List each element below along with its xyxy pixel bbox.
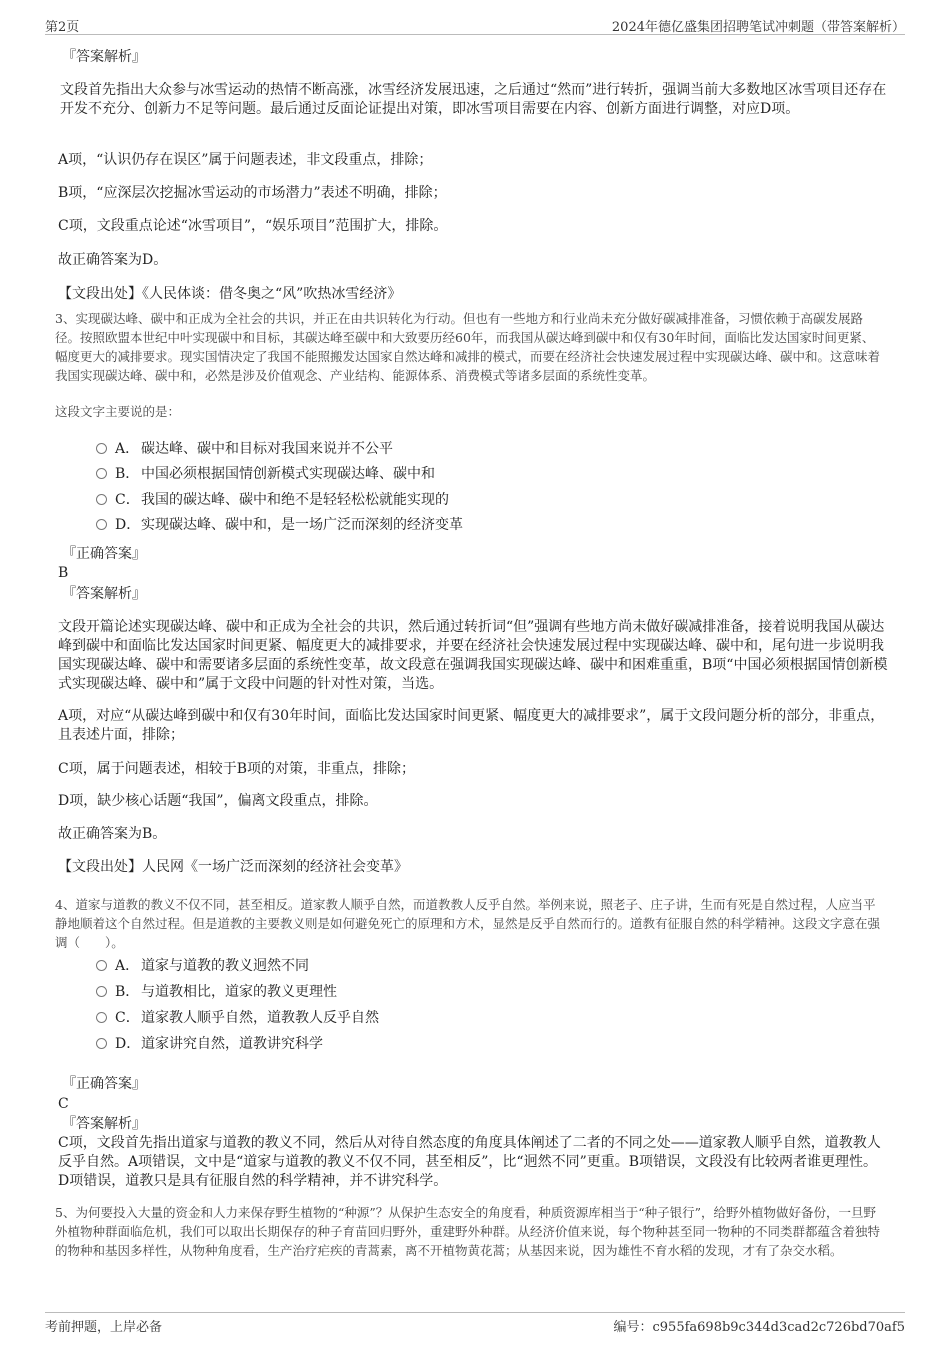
radio-icon[interactable] (96, 986, 107, 997)
page-number: 第2页 (45, 20, 80, 35)
radio-icon[interactable] (96, 519, 107, 530)
q2-option-b-note: B项，“应深层次挖掘冰雪运动的市场潜力”表述不明确，排除； (58, 185, 447, 201)
q4-option-b[interactable]: B． 与道教相比，道家的教义更理性 (96, 983, 876, 1001)
q4-stem: 4、道家与道教的教义不仅不同，甚至相反。道家教人顺乎自然，而道教教人反乎自然。举例来说，照老子、庄子讲，生而有死是自然过程，人应当平静地顺着这个自然过程。但是道教的主要教义则是如何避免死亡的原理和方术，显然是反乎自然而行的。道教有征服自然的科学精神。这段文字意在强调（ ）。 (55, 897, 881, 950)
q2-analysis: 文段首先指出大众参与冰雪运动的热情不断高涨，冰雪经济发展迅速，之后通过“然而”进行转折，强调当前大多数地区冰雪项目还存在开发不充分、创新力不足等问题。最后通过反面论证提出对策，即冰雪项目需要在内容、创新方面进行调整，对应D项。 (60, 82, 887, 117)
radio-icon[interactable] (96, 1012, 107, 1023)
page-header (45, 16, 905, 35)
document-serial: 编号：c955fa698b9c344d3cad2c726bd70af5 (613, 1320, 905, 1335)
q2-analysis-tag: 『答案解析』 (62, 49, 146, 65)
q3-option-b[interactable]: B． 中国必须根据国情创新模式实现碳达峰、碳中和 (96, 465, 876, 483)
q3-conclusion: 故正确答案为B。 (58, 826, 167, 842)
footer-slogan: 考前押题，上岸必备 (45, 1320, 163, 1335)
q2-conclusion: 故正确答案为D。 (58, 252, 168, 268)
q5-stem: 5、为何要投入大量的资金和人力来保存野生植物的“种源”？从保护生态安全的角度看，种质资源库相当于“种子银行”，给野外植物做好备份，一旦野外植物种群面临危机，我们可以取出长期保存的种子育苗回归野外，重建野外种群。从经济价值来说，每个物种甚至同一物种的不同类群都蕴含着独特的物种和基因多样性，从物种角度看，生产治疗疟疾的青蒿素，离不开植物黄花蒿；从基因来说，因为雄性不育水稻的发现，才有了杂交水稻。 (55, 1205, 881, 1258)
q4-analysis-tag: 『答案解析』 (62, 1116, 146, 1132)
q4-analysis: C项，文段首先指出道家与道教的教义不同，然后从对待自然态度的角度具体阐述了二者的不同之处——道家教人顺乎自然，道教教人反乎自然。A项错误，文中是“道家与道教的教义不仅不同，甚至相反”，比“迥然不同”更重。B项错误，文段没有比较两者谁更理性。D项错误，道教只是具有征服自然的科学精神，并不讲究科学。 (58, 1135, 881, 1189)
q3-prompt: 这段文字主要说的是： (55, 404, 181, 419)
q4-option-c[interactable]: C．道家教人顺乎自然，道教教人反乎自然 (96, 1009, 876, 1027)
q3-analysis-tag: 『答案解析』 (62, 586, 146, 602)
q4-option-d[interactable]: D．道家讲究自然，道教讲究科学 (96, 1035, 876, 1053)
q3-option-a[interactable]: A． 碳达峰、碳中和目标对我国来说并不公平 (96, 440, 876, 458)
q3-stem: 3、实现碳达峰、碳中和正成为全社会的共识，并正在由共识转化为行动。但也有一些地方和行业尚未充分做好碳减排准备，习惯依赖于高碳发展路径。按照欧盟本世纪中叶实现碳中和目标，其碳达峰至碳中和大致要历经60年，而我国从碳达峰到碳中和仅有30年时间，面临比发达国家时间更紧、幅度更大的减排要求。现实国情决定了我国不能照搬发达国家自然达峰和减排的模式，而要在经济社会快速发展过程中实现碳达峰、碳中和。这意味着我国实现碳达峰、碳中和，必然是涉及价值观念、产业结构、能源体系、消费模式等诸多层面的系统性变革。 (55, 311, 881, 383)
q3-option-d[interactable]: D．实现碳达峰、碳中和，是一场广泛而深刻的经济变革 (96, 516, 876, 534)
q4-option-a[interactable]: A． 道家与道教的教义迥然不同 (96, 957, 876, 975)
radio-icon[interactable] (96, 494, 107, 505)
q2-option-c-note: C项，文段重点论述“冰雪项目”，“娱乐项目”范围扩大，排除。 (58, 218, 448, 234)
radio-icon[interactable] (96, 960, 107, 971)
q3-analysis: 文段开篇论述实现碳达峰、碳中和正成为全社会的共识，然后通过转折词“但”强调有些地方尚未做好碳减排准备，接着说明我国从碳达峰到碳中和面临比发达国家时间更紧、幅度更大的减排要求，并要在经济社会快速发展过程中实现碳达峰、碳中和，尾句进一步说明我国实现碳达峰、碳中和需要诸多层面的系统性变革，故文段意在强调我国实现碳达峰、碳中和困难重重，B项“中国必须根据国情创新模式实现碳达峰、碳中和”属于文段中问题的针对性对策，当选。 (58, 619, 888, 692)
radio-icon[interactable] (96, 468, 107, 479)
q3-option-d-note: D项，缺少核心话题“我国”，偏离文段重点，排除。 (58, 793, 378, 809)
page-footer (45, 1312, 905, 1333)
q3-answer: B (58, 565, 69, 581)
q3-source: 【文段出处】人民网《一场广泛而深刻的经济社会变革》 (58, 859, 408, 875)
document-title: 2024年德亿盛集团招聘笔试冲刺题（带答案解析） (611, 20, 905, 35)
q2-option-a-note: A项，“认识仍存在误区”属于问题表述，非文段重点，排除； (58, 152, 433, 168)
radio-icon[interactable] (96, 443, 107, 454)
q3-option-a-note: A项，对应“从碳达峰到碳中和仅有30年时间，面临比发达国家时间更紧、幅度更大的减排要求”，属于文段问题分析的部分，非重点，且表述片面，排除； (58, 708, 885, 743)
q4-answer: C (58, 1096, 69, 1112)
q4-answer-tag: 『正确答案』 (62, 1076, 146, 1092)
q3-answer-tag: 『正确答案』 (62, 546, 146, 562)
q3-option-c-note: C项，属于问题表述，相较于B项的对策，非重点，排除； (58, 761, 415, 777)
radio-icon[interactable] (96, 1038, 107, 1049)
q3-option-c[interactable]: C．我国的碳达峰、碳中和绝不是轻轻松松就能实现的 (96, 491, 876, 509)
q2-source: 【文段出处】《人民体谈：借冬奥之“风”吹热冰雪经济》 (58, 286, 402, 302)
